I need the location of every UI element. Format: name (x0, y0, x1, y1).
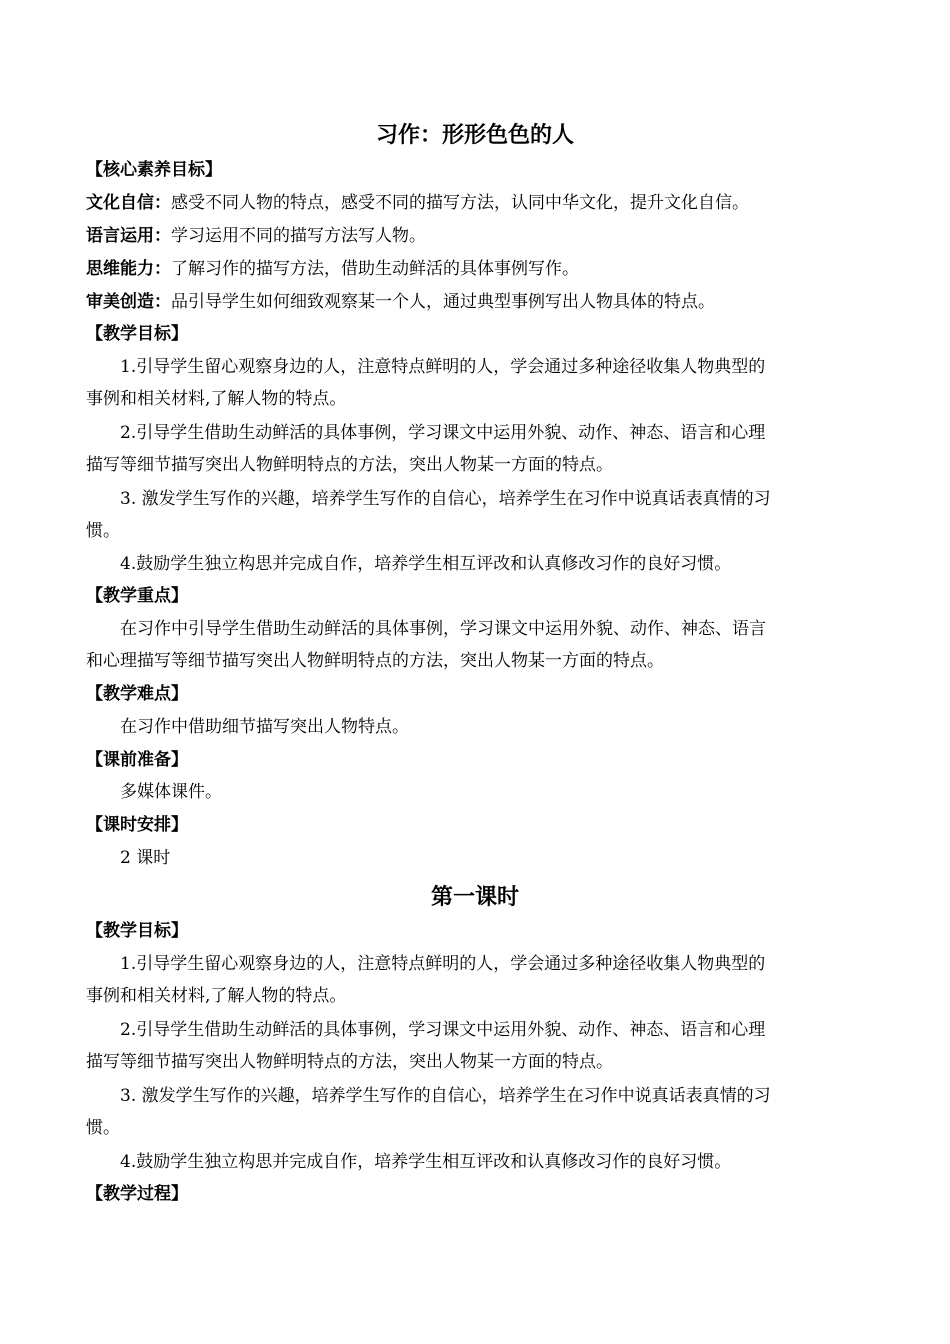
core-item-language (86, 224, 866, 248)
goal-4-line-1: 4.鼓励学生独立构思并完成自作，培养学生相互评改和认真修改习作的良好习惯。 (120, 554, 732, 574)
goal-1-line-1: 1.引导学生留心观察身边的人，注意特点鲜明的人，学会通过多种途径收集人物典型的 (120, 357, 766, 377)
schedule-text: 2 课时 (120, 848, 171, 868)
core-item-culture (86, 191, 866, 215)
key-points-heading: 【教学重点】 (86, 586, 188, 606)
goal-2-line-1: 2.引导学生借助生动鲜活的具体事例，学习课文中运用外貌、动作、神态、语言和心理 (120, 423, 766, 443)
key-points-line-1: 在习作中引导学生借助生动鲜活的具体事例，学习课文中运用外貌、动作、神态、语言 (120, 619, 766, 639)
goal-3-line-1: 3. 激发学生写作的兴趣，培养学生写作的自信心，培养学生在习作中说真话表真情的习 (120, 489, 771, 509)
teaching-goals-heading: 【教学目标】 (86, 324, 188, 344)
lesson-1-goal-4-line-1: 4.鼓励学生独立构思并完成自作，培养学生相互评改和认真修改习作的良好习惯。 (120, 1152, 732, 1172)
preparation-text: 多媒体课件。 (120, 782, 222, 802)
difficult-points-text: 在习作中借助细节描写突出人物特点。 (120, 717, 409, 737)
document-title: 习作：形形色色的人 (375, 123, 574, 148)
difficult-points-heading: 【教学难点】 (86, 684, 188, 704)
goal-3-line-2: 惯。 (86, 521, 120, 541)
core-item-label: 文化自信： (86, 193, 171, 213)
goal-2-line-2: 描写等细节描写突出人物鲜明特点的方法，突出人物某一方面的特点。 (86, 455, 613, 475)
core-item-thinking (86, 257, 866, 281)
core-item-aesthetic (86, 290, 866, 314)
schedule-heading: 【课时安排】 (86, 815, 188, 835)
lesson-1-goal-1-line-2: 事例和相关材料,了解人物的特点。 (86, 986, 347, 1006)
lesson-1-goal-3-line-1: 3. 激发学生写作的兴趣，培养学生写作的自信心，培养学生在习作中说真话表真情的习 (120, 1086, 771, 1106)
key-points-line-2: 和心理描写等细节描写突出人物鲜明特点的方法，突出人物某一方面的特点。 (86, 651, 664, 671)
lesson-1-goal-1-line-1: 1.引导学生留心观察身边的人，注意特点鲜明的人，学会通过多种途径收集人物典型的 (120, 954, 766, 974)
core-item-label: 审美创造： (86, 292, 171, 312)
lesson-1-title: 第一课时 (430, 885, 519, 910)
core-item-label: 思维能力： (86, 259, 171, 279)
lesson-1-goal-2-line-1: 2.引导学生借助生动鲜活的具体事例，学习课文中运用外貌、动作、神态、语言和心理 (120, 1020, 766, 1040)
core-item-text: 学习运用不同的描写方法写人物。 (171, 226, 426, 246)
teaching-process-heading: 【教学过程】 (86, 1184, 188, 1204)
core-item-label: 语言运用： (86, 226, 171, 246)
lesson-1-goals-heading: 【教学目标】 (86, 921, 188, 941)
lesson-1-goal-2-line-2: 描写等细节描写突出人物鲜明特点的方法，突出人物某一方面的特点。 (86, 1052, 613, 1072)
core-item-text: 感受不同人物的特点，感受不同的描写方法，认同中华文化，提升文化自信。 (171, 193, 749, 213)
lesson-1-goal-3-line-2: 惯。 (86, 1118, 120, 1138)
core-item-text: 品引导学生如何细致观察某一个人，通过典型事例写出人物具体的特点。 (171, 292, 715, 312)
core-item-text: 了解习作的描写方法，借助生动鲜活的具体事例写作。 (171, 259, 579, 279)
goal-1-line-2: 事例和相关材料,了解人物的特点。 (86, 389, 347, 409)
preparation-heading: 【课前准备】 (86, 750, 188, 770)
core-goals-heading: 【核心素养目标】 (86, 160, 222, 180)
